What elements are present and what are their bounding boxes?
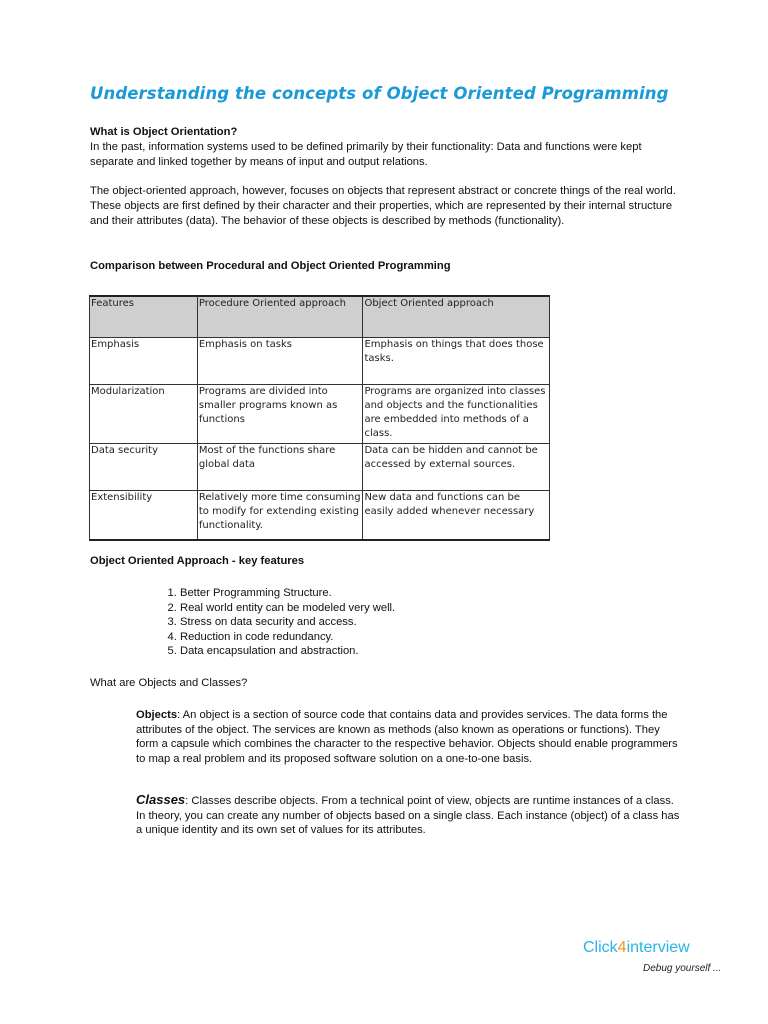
table-row <box>90 338 550 385</box>
list-item: 5. Data encapsulation and abstraction. <box>180 644 395 659</box>
table-cell: Relatively more time consuming to modify for extending existing functionality. <box>197 491 363 541</box>
table-cell: Emphasis <box>90 338 198 385</box>
key-features-list <box>154 586 395 659</box>
classes-definition <box>136 793 681 838</box>
table-cell: Emphasis on tasks <box>197 338 363 385</box>
table-cell: New data and functions can be easily added whenever necessary <box>363 491 550 541</box>
table-cell: Emphasis on things that does those tasks. <box>363 338 550 385</box>
table-header-cell: Features <box>90 296 198 338</box>
brand-suffix: interview <box>626 939 690 956</box>
table-cell: Modularization <box>90 385 198 444</box>
brand-prefix: Click <box>583 939 618 956</box>
table-header-row <box>90 296 550 338</box>
objects-classes-question: What are Objects and Classes? <box>90 677 248 689</box>
objects-text: : An object is a section of source code that contains data and provides services. The data forms the attributes of the object. The services are known as methods (also known as operations or functions). They form a capsule which combines the character to the respective behavior. Objects should enable programmers to map a real problem and its proposed software solution on a one-to-one basis. <box>136 709 678 765</box>
classes-term: Classes <box>136 792 186 807</box>
table-cell: Most of the functions share global data <box>197 444 363 491</box>
list-item: 1. Better Programming Structure. <box>180 586 395 601</box>
table-row <box>90 444 550 491</box>
table-cell: Programs are divided into smaller programs known as functions <box>197 385 363 444</box>
list-item: 4. Reduction in code redundancy. <box>180 630 395 645</box>
table-row <box>90 385 550 444</box>
table-cell: Data can be hidden and cannot be accessed by external sources. <box>363 444 550 491</box>
list-item: 3. Stress on data security and access. <box>180 615 395 630</box>
section-heading-object-orientation: What is Object Orientation? <box>90 126 238 138</box>
table-cell: Data security <box>90 444 198 491</box>
table-row <box>90 491 550 541</box>
classes-text: : Classes describe objects. From a technical point of view, objects are runtime instances of a class. In theory, you can create any number of objects based on a single class. Each instance (object) of a class has a unique identity and its own set of values for its attributes. <box>136 795 680 837</box>
object-oriented-paragraph: The object-oriented approach, however, focuses on objects that represent abstract or concrete things of the real world. These objects are first defined by their character and their properties, which are represented by their internal structure and their attributes (data). The behavior of these objects is described by methods (functionality). <box>90 185 676 227</box>
table-cell: Programs are organized into classes and objects and the functionalities are embedded into methods of a class. <box>363 385 550 444</box>
list-item: 2. Real world entity can be modeled very well. <box>180 601 395 616</box>
brand-tagline: Debug yourself ... <box>643 963 722 974</box>
table-header-cell: Procedure Oriented approach <box>197 296 363 338</box>
objects-term: Objects <box>136 709 178 721</box>
table-header-cell: Object Oriented approach <box>363 296 550 338</box>
objects-definition <box>136 708 681 766</box>
page-title: Understanding the concepts of Object Oriented Programming <box>90 84 669 103</box>
comparison-table <box>89 295 550 541</box>
key-features-heading: Object Oriented Approach - key features <box>90 555 305 567</box>
brand-number: 4 <box>617 939 627 956</box>
brand-logo <box>583 939 690 957</box>
comparison-heading: Comparison between Procedural and Object Oriented Programming <box>90 260 451 272</box>
intro-paragraph: In the past, information systems used to be defined primarily by their functionality: Data and functions were kept separate and linked together by means of input and output relations. <box>90 141 642 168</box>
table-cell: Extensibility <box>90 491 198 541</box>
